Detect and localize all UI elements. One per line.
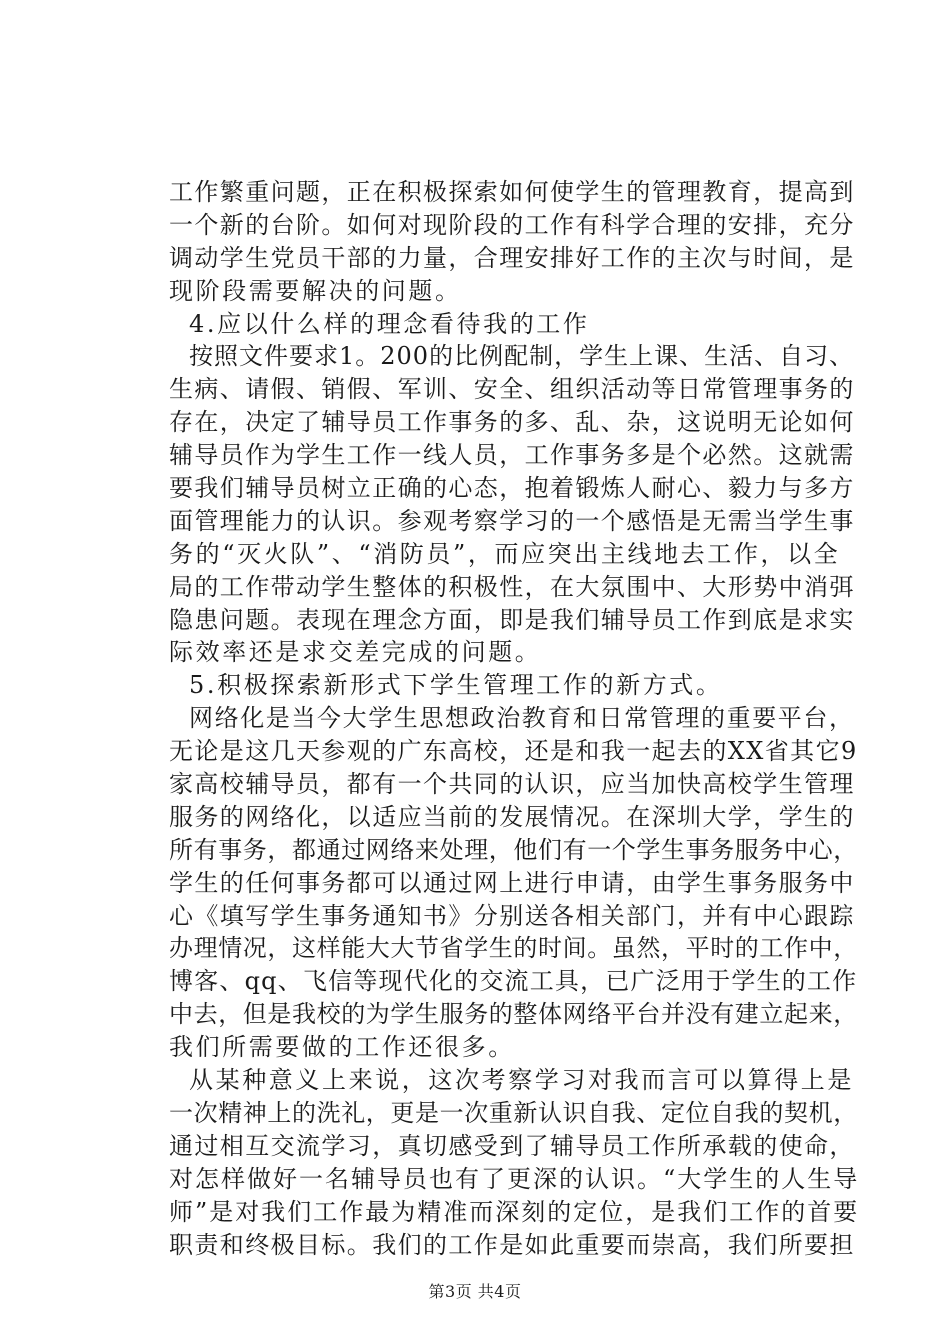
text-line: 面管理能力的认识。参观考察学习的一个感悟是无需当学生事 [169,506,855,535]
text-line: 现阶段需要解决的问题。 [169,276,462,305]
text-line: 4.应以什么样的理念看待我的工作 [189,309,590,338]
text-line: 一次精神上的洗礼，更是一次重新认识自我、定位自我的契机， [169,1098,858,1127]
text-line: 办理情况，这样能大大节省学生的时间。虽然，平时的工作中， [169,934,858,963]
text-line: 服务的网络化，以适应当前的发展情况。在深圳大学，学生的 [169,802,855,831]
text-line: 隐患问题。表现在理念方面，即是我们辅导员工作到底是求实 [169,605,855,634]
text-line: 学生的任何事务都可以通过网上进行申请，由学生事务服务中 [169,868,855,897]
text-line: 工作繁重问题，正在积极探索如何使学生的管理教育，提高到 [169,178,855,206]
text-line: 对怎样做好一名辅导员也有了更深的认识。“大学生的人生导 [169,1164,860,1193]
text-line: 调动学生党员干部的力量，合理安排好工作的主次与时间，是 [169,243,855,272]
text-line: 存在，决定了辅导员工作事务的多、乱、杂，这说明无论如何 [169,408,855,437]
text-line: 一个新的台阶。如何对现阶段的工作有科学合理的安排，充分 [169,210,855,239]
text-line: 按照文件要求1。200的比例配制，学生上课、生活、自习、 [189,342,855,371]
text-line: 心《填写学生事务通知书》分别送各相关部门，并有中心跟踪 [169,901,855,930]
text-line: 所有事务，都通过网络来处理，他们有一个学生事务服务中心， [169,835,858,864]
text-line: 从某种意义上来说，这次考察学习对我而言可以算得上是 [189,1066,854,1095]
text-line: 博客、qq、飞信等现代化的交流工具，已广泛用于学生的工作 [169,967,858,996]
text-line: 局的工作带动学生整体的积极性，在大氛围中、大形势中消弭 [169,572,855,601]
document-body [169,176,859,1261]
text-line: 无论是这几天参观的广东高校，还是和我一起去的XX省其它9 [169,737,858,766]
text-line: 际效率还是求交差完成的问题。 [169,638,542,667]
text-line: 辅导员作为学生工作一线人员，工作事务多是个必然。这就需 [169,441,855,470]
page-footer: 第3页 共4页 [428,1282,522,1301]
text-line: 务的“灭火队”、“消防员”，而应突出主线地去工作，以全 [169,539,841,568]
text-line: 家高校辅导员，都有一个共同的认识，应当加快高校学生管理 [169,770,855,799]
text-line: 通过相互交流学习，真切感受到了辅导员工作所承载的使命， [169,1131,855,1160]
text-line: 生病、请假、销假、军训、安全、组织活动等日常管理事务的 [169,375,855,404]
text-line: 网络化是当今大学生思想政治教育和日常管理的重要平台， [189,704,855,733]
text-line: 要我们辅导员树立正确的心态，抱着锻炼人耐心、毅力与多方 [169,474,855,503]
text-line: 职责和终极目标。我们的工作是如此重要而崇高，我们所要担 [169,1230,855,1259]
text-line: 5.积极探索新形式下学生管理工作的新方式。 [189,671,723,700]
text-line: 师”是对我们工作最为精准而深刻的定位，是我们工作的首要 [169,1197,860,1226]
text-line: 我们所需要做的工作还很多。 [169,1033,515,1062]
text-line: 中去，但是我校的为学生服务的整体网络平台并没有建立起来， [169,1000,858,1029]
